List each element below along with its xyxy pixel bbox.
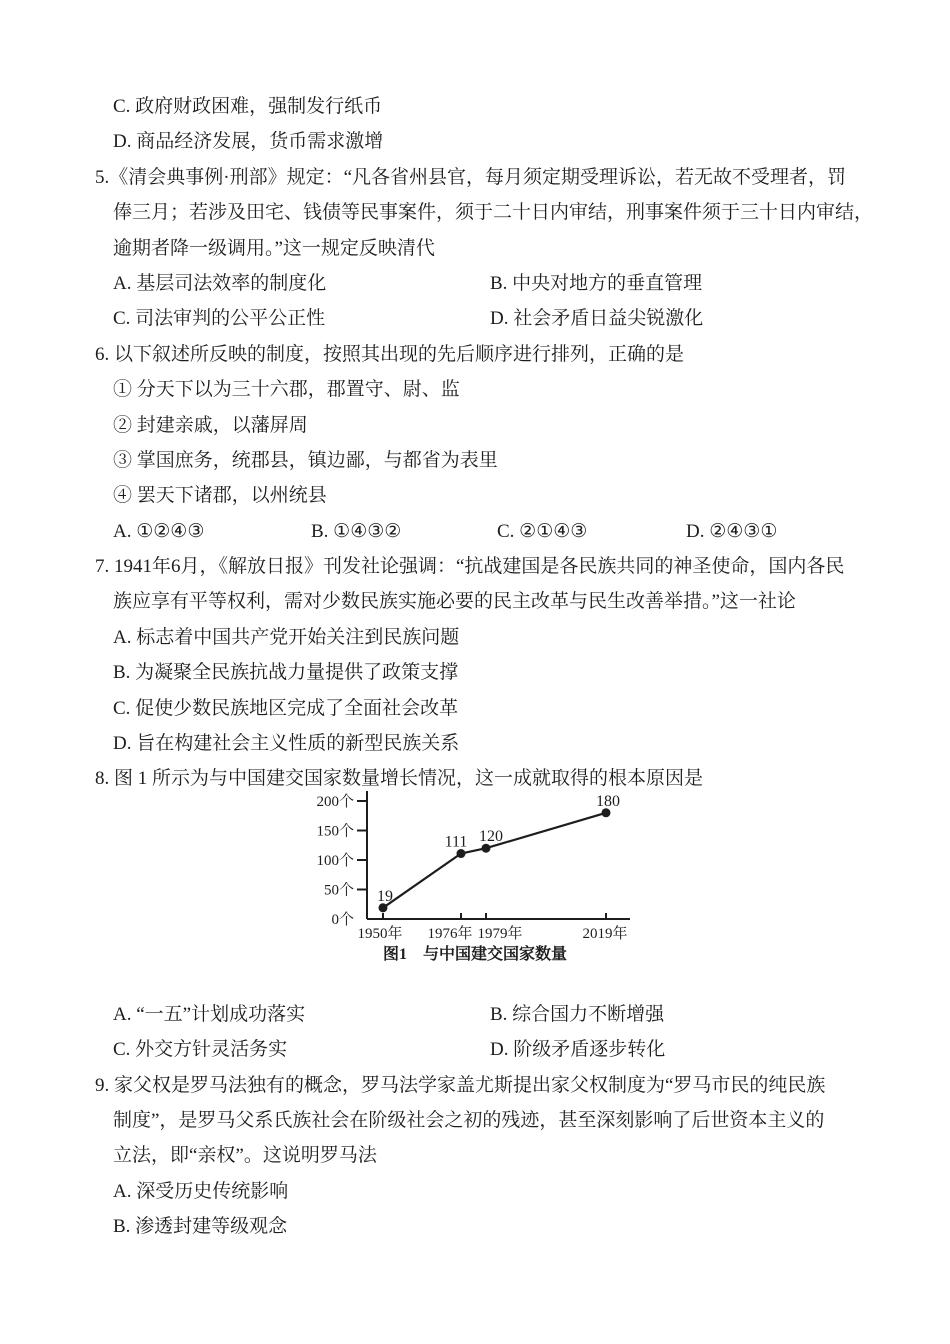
svg-text:2019年: 2019年 — [582, 925, 628, 941]
q9-text-line3: 立法，即“亲权”。这说明罗马法 — [113, 1145, 377, 1167]
svg-text:200个: 200个 — [316, 793, 354, 810]
q5-option-a: A. 基层司法效率的制度化 — [113, 272, 327, 294]
svg-text:1950年: 1950年 — [357, 925, 403, 941]
q6-option-c: C. ②①④③ — [497, 520, 588, 542]
q6-item-4: ④ 罢天下诸郡，以州统县 — [113, 485, 327, 507]
q7-option-a: A. 标志着中国共产党开始关注到民族问题 — [113, 626, 460, 648]
q8-option-b: B. 综合国力不断增强 — [490, 1003, 665, 1025]
q8-option-c: C. 外交方针灵活务实 — [113, 1039, 288, 1061]
svg-text:100个: 100个 — [316, 852, 354, 869]
q7-option-b: B. 为凝聚全民族抗战力量提供了政策支撑 — [113, 662, 459, 684]
svg-text:1976年: 1976年 — [427, 925, 473, 941]
q5-options-row-cd — [95, 301, 880, 336]
q5-text-line2: 俸三月；若涉及田宅、钱债等民事案件，须于二十日内审结，刑事案件须于三十日内审结， — [113, 202, 874, 224]
q9-option-a: A. 深受历史传统影响 — [113, 1180, 289, 1202]
q9-option-b: B. 渗透封建等级观念 — [113, 1216, 288, 1238]
figure-1-chart — [95, 789, 880, 967]
q8-stem: 8. 图 1 所示为与中国建交国家数量增长情况，这一成就取得的根本原因是 — [95, 768, 704, 790]
svg-text:120: 120 — [479, 828, 503, 846]
figure-1-caption: 图1 与中国建交国家数量 — [382, 945, 567, 963]
q4-option-c: C. 政府财政困难，强制发行纸币 — [113, 96, 383, 117]
q5-option-c: C. 司法审判的公平公正性 — [113, 308, 326, 330]
q9-text-line1: 9. 家父权是罗马法独有的概念，罗马法学家盖尤斯提出家父权制度为“罗马市民的纯民族 — [95, 1074, 826, 1096]
q6-item-1: ① 分天下以为三十六郡，郡置守、尉、监 — [113, 379, 460, 401]
svg-text:19: 19 — [377, 887, 393, 905]
q6-item-2: ② 封建亲戚，以藩屏周 — [113, 414, 308, 436]
svg-text:150个: 150个 — [316, 823, 354, 840]
svg-text:111: 111 — [444, 833, 468, 851]
diplomatic-relations-line-chart — [305, 789, 645, 941]
q6-option-a: A. ①②④③ — [113, 520, 205, 542]
q5-option-d: D. 社会矛盾日益尖锐激化 — [490, 308, 704, 330]
q4-option-d: D. 商品经济发展，货币需求激增 — [113, 131, 384, 153]
q7-text-line1: 7. 1941年6月，《解放日报》刊发社论强调：“抗战建国是各民族共同的神圣使命，国内各民 — [95, 556, 845, 578]
q6-stem: 6. 以下叙述所反映的制度，按照其出现的先后顺序进行排列，正确的是 — [95, 343, 685, 365]
q8-option-d: D. 阶级矛盾逐步转化 — [490, 1039, 666, 1061]
q6-option-b: B. ①④③② — [311, 520, 402, 542]
figure-1-plot-area — [305, 789, 645, 941]
q8-options-row-ab — [95, 997, 880, 1032]
q6-options-row — [95, 514, 880, 549]
q5-option-b: B. 中央对地方的垂直管理 — [490, 272, 703, 294]
q6-option-d: D. ②④③① — [686, 520, 778, 542]
q8-options-row-cd — [95, 1032, 880, 1067]
q8-option-a: A. “一五”计划成功落实 — [113, 1003, 306, 1025]
svg-text:1979年: 1979年 — [477, 925, 523, 941]
q9-text-line2: 制度”，是罗马父系氏族社会在阶级社会之初的残迹，甚至深刻影响了后世资本主义的 — [113, 1109, 825, 1131]
q7-option-d: D. 旨在构建社会主义性质的新型民族关系 — [113, 733, 460, 755]
svg-text:0个: 0个 — [331, 911, 354, 928]
q5-options-row-ab — [95, 266, 880, 301]
q7-option-c: C. 促使少数民族地区完成了全面社会改革 — [113, 697, 459, 719]
svg-text:180: 180 — [596, 792, 620, 810]
q6-item-3: ③ 掌国庶务，统郡县，镇边鄙，与都省为表里 — [113, 449, 498, 471]
q7-text-line2: 族应享有平等权利，需对少数民族实施必要的民主改革与民生改善举措。”这一社论 — [113, 591, 796, 613]
q5-text-line3: 逾期者降一级调用。”这一规定反映清代 — [113, 237, 435, 259]
q5-text-line1: 5.《清会典事例·刑部》规定：“凡各省州县官，每月须定期受理诉讼，若无故不受理者，罚 — [95, 166, 847, 188]
svg-text:50个: 50个 — [323, 882, 354, 899]
